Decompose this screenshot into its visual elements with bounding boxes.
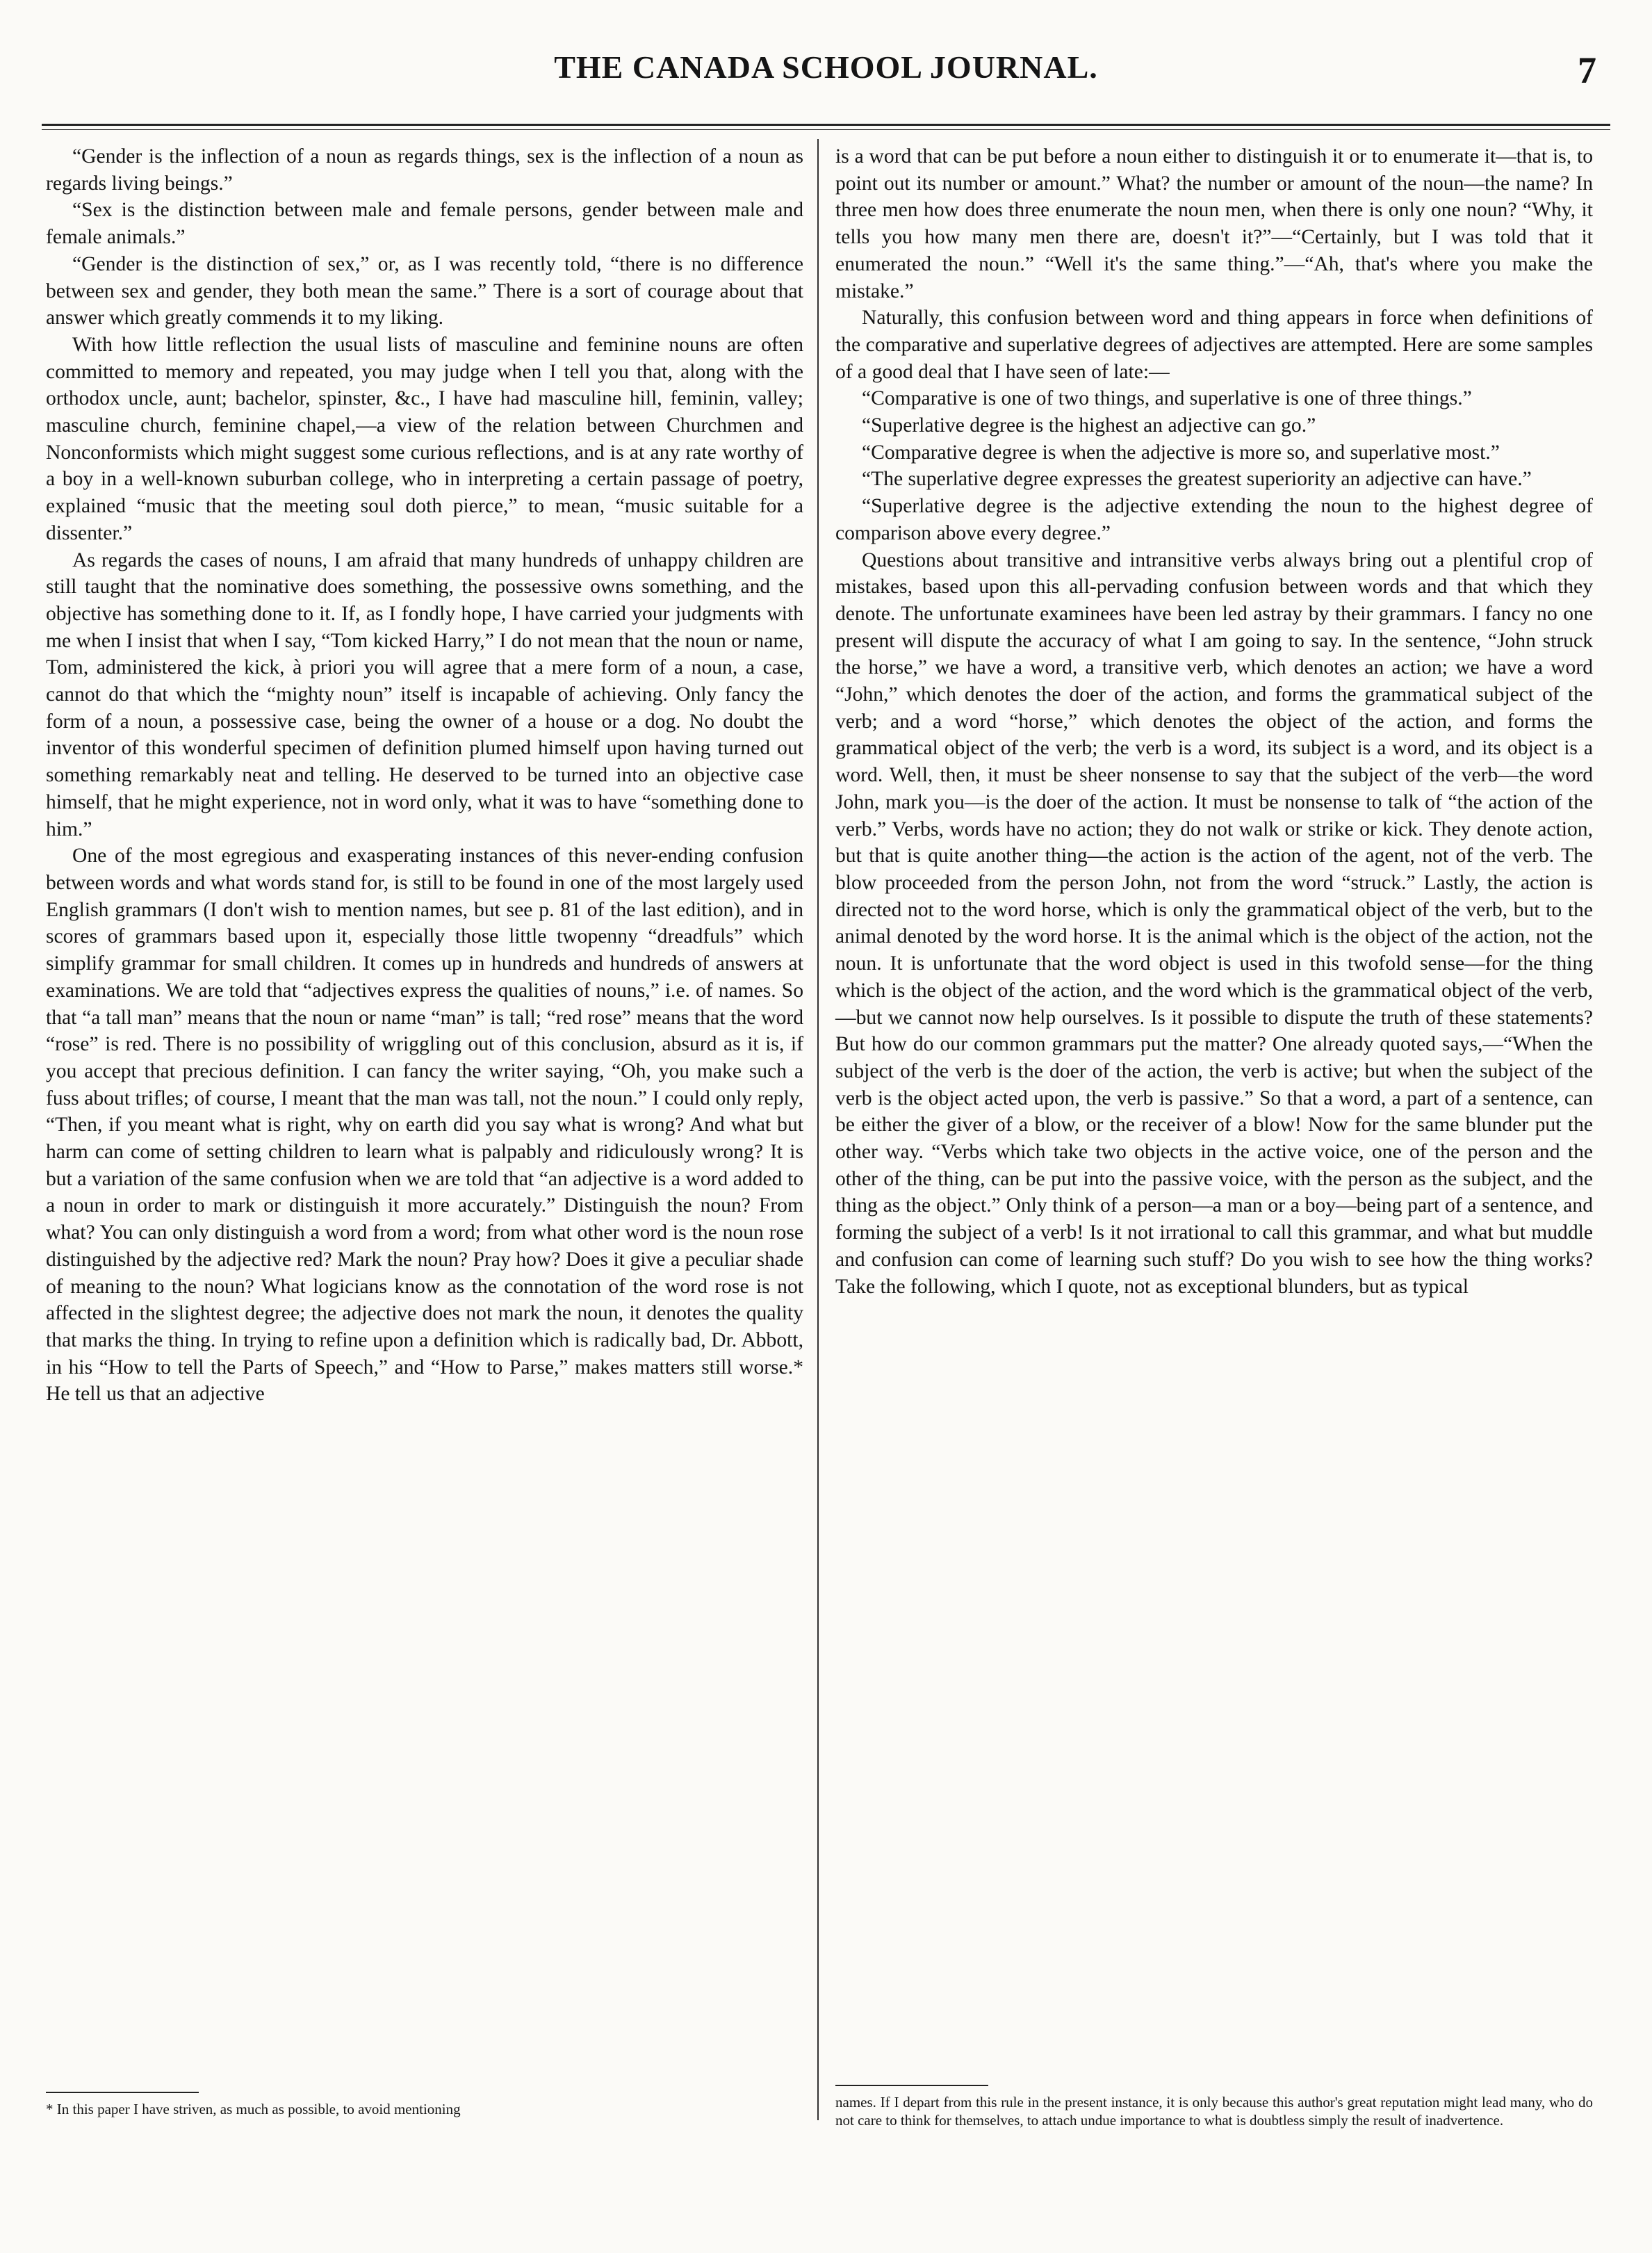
page-header bbox=[42, 49, 1610, 104]
footnote-rule bbox=[46, 2092, 199, 2093]
paragraph: “The superlative degree expresses the greatest superiority an adjective can have.” bbox=[862, 468, 1532, 491]
right-column bbox=[835, 143, 1593, 1300]
header-rule-thin bbox=[42, 129, 1610, 130]
paragraph: “Superlative degree is the adjective extending the noun to the highest degree of comparison above every degree.” bbox=[835, 495, 1593, 544]
paragraph: “Sex is the distinction between male and female persons, gender between male and female animals.” bbox=[46, 199, 803, 249]
paragraph: Naturally, this confusion between word and thing appears in force when definitions of the comparative and superlative degrees of adjectives are attempted. Here are some samples of a good deal that I have seen of late:— bbox=[835, 307, 1593, 383]
paragraph: With how little reflection the usual lists of masculine and feminine nouns are often committed to memory and repeated, you may judge when I tell you that, along with the orthodox uncle, aunt; bachelor, spinster, &c., I have had masculine hill, feminin, valley; masculine church, feminine chapel,—a view of the relation between Churchmen and Nonconformists which might suggest some curious reflections, and is at any rate worthy of a boy in a well-known suburban college, who in interpreting a certain passage of poetry, explained “music that the meeting soul doth pierce,” to mean, “music suitable for a dissenter.” bbox=[46, 333, 803, 544]
paragraph: “Comparative degree is when the adjective is more so, and superlative most.” bbox=[862, 441, 1500, 464]
paragraph: As regards the cases of nouns, I am afraid that many hundreds of unhappy children are still taught that the nominative does something, the possessive owns something, and the objective has something done to it. If, as I fondly hope, I have carried your judgments with me when I insist that when I say, “Tom kicked Harry,” I do not mean that the noun or name, Tom, administered the kick, à priori you will agree that a mere form of a noun, a case, cannot do that which the “mighty noun” itself is incapable of achieving. Only fancy the form of a noun, a possessive case, being the owner of a house or a dog. No doubt the inventor of this wonderful specimen of definition plumed himself upon having turned out something remarkably neat and telling. He deserved to be turned into an objective case himself, that he might experience, not in word only, what it was to have “something done to him.” bbox=[46, 548, 803, 840]
column-divider bbox=[817, 139, 819, 2120]
right-footnote-block bbox=[835, 2075, 1593, 2129]
paragraph: Questions about transitive and intransitive verbs always bring out a plentiful crop of mistakes, based upon this all-pervading confusion between words and that which they denote. The unfortunate examinees have been led astray by their grammars. I fancy no one present will dispute the accuracy of what I am going to say. In the sentence, “John struck the horse,” we have a word, a transitive verb, which denotes an action; we have a word “John,” which denotes the doer of the action, and forms the grammatical subject of the verb; and a word “horse,” which denotes the object of the action, and forms the grammatical object of the verb; the verb is a word, its subject is a word, and its object is a word. Well, then, it must be sheer nonsense to say that the subject of the verb—the word John, mark you—is the doer of the action. It must be nonsense to talk of “the action of the verb.” Verbs, words have no action; they do not walk or strike or kick. They denote action, but that is quite another thing—the action is the action of the agent, not of the verb. The blow proceeded from the person John, not from the word “struck.” Lastly, the action is directed not to the word horse, which is only the grammatical object of the verb, but to the animal denoted by the word horse. It is the animal which is the object of the action, not the noun. It is unfortunate that the word object is used in this twofold sense—for the thing which is the object of the action, and the word which is the grammatical object of the verb,—but we cannot now help ourselves. Is it possible to dispute the truth of these statements? But how do our common grammars put the matter? One already quoted says,—“When the subject of the verb is the doer of the action, the verb is active; but when the subject of the verb is the object acted upon, the verb is passive.” So that a word, a part of a sentence, can be either the giver of a blow, or the receiver of a blow! Now for the same blunder put the other way. “Verbs which take two objects in the active voice, one of the person and the other of the thing, can be put into the passive voice, with the person as the subject, and the thing as the object.” Only think of a person—a man or a boy—being part of a sentence, and forming the subject of a verb! Is it not irrational to call this grammar, and what but muddle and confusion can come of learning such stuff? Do you wish to see how the thing works? Take the following, which I quote, not as exceptional blunders, but as typical bbox=[835, 548, 1593, 1298]
paragraph: “Superlative degree is the highest an adjective can go.” bbox=[862, 414, 1316, 437]
left-footnote-block bbox=[46, 2082, 803, 2118]
paragraph: One of the most egregious and exasperating instances of this never-ending confusion between words and what words stand for, is still to be found in one of the most largely used English grammars (I don't wish to mention names, but see p. 81 of the last edition), and in scores of grammars based upon it, especially those little twopenny “dreadfuls” which simplify grammar for small children. It comes up in hundreds and hundreds of answers at examinations. We are told that “adjectives express the qualities of nouns,” i.e. of names. So that “a tall man” means that the noun or name “man” is tall; “red rose” means that the word “rose” is red. There is no possibility of wriggling out of this conclusion, absurd as it is, if you accept that precious definition. I can fancy the writer saying, “Oh, you make such a fuss about trifles; of course, I meant that the man was tall, not the noun.” I could only reply, “Then, if you meant what is right, why on earth did you say what is wrong? And what but harm can come of setting children to learn what is palpably and ridiculously wrong? It is but a variation of the same confusion when we are told that “an adjective is a word added to a noun in order to mark or distinguish it more accurately.” Distinguish the noun? From what? You can only distinguish a word from a word; from what other word is the noun rose distinguished by the adjective red? Mark the noun? Pray how? Does it give a peculiar shade of meaning to the noun? What logicians know as the connotation of the word rose is not affected in the slightest degree; the adjective does not mark the noun, it denotes the quality that marks the thing. In trying to refine upon a definition which is radically bad, Dr. Abbott, in his “How to tell the Parts of Speech,” and “How to Parse,” makes matters still worse.* He tell us that an adjective bbox=[46, 845, 803, 1406]
footnote-rule bbox=[835, 2085, 988, 2086]
left-column bbox=[46, 143, 803, 1408]
footnote: * In this paper I have striven, as much as possible, to avoid mentioning bbox=[46, 2101, 461, 2117]
paragraph: “Comparative is one of two things, and superlative is one of three things.” bbox=[862, 387, 1472, 410]
paragraph: is a word that can be put before a noun either to distinguish it or to enumerate it—that is, to point out its number or amount.” What? the number or amount of the noun—the name? In three men how does three enumerate the noun men, when there is only one noun? “Why, it tells you how many men there are, doesn't it?”—“Certainly, but I was told that it enumerated the noun.” “Well it's the same thing.”—“Ah, that's where you make the mistake.” bbox=[835, 145, 1593, 302]
journal-title: THE CANADA SCHOOL JOURNAL. bbox=[554, 49, 1098, 85]
footnote-continuation: names. If I depart from this rule in the present instance, it is only because this author's great reputation might lead many, who do not care to think for themselves, to attach undue importance to what is doubtless simply the result of inadvertence. bbox=[835, 2094, 1593, 2129]
header-rule bbox=[42, 124, 1610, 126]
paragraph: “Gender is the distinction of sex,” or, as I was recently told, “there is no difference between sex and gender, they both mean the same.” There is a sort of courage about that answer which greatly commends it to my liking. bbox=[46, 252, 803, 330]
page-number: 7 bbox=[1578, 49, 1596, 91]
paragraph: “Gender is the inflection of a noun as regards things, sex is the inflection of a noun as regards living beings.” bbox=[46, 145, 803, 195]
